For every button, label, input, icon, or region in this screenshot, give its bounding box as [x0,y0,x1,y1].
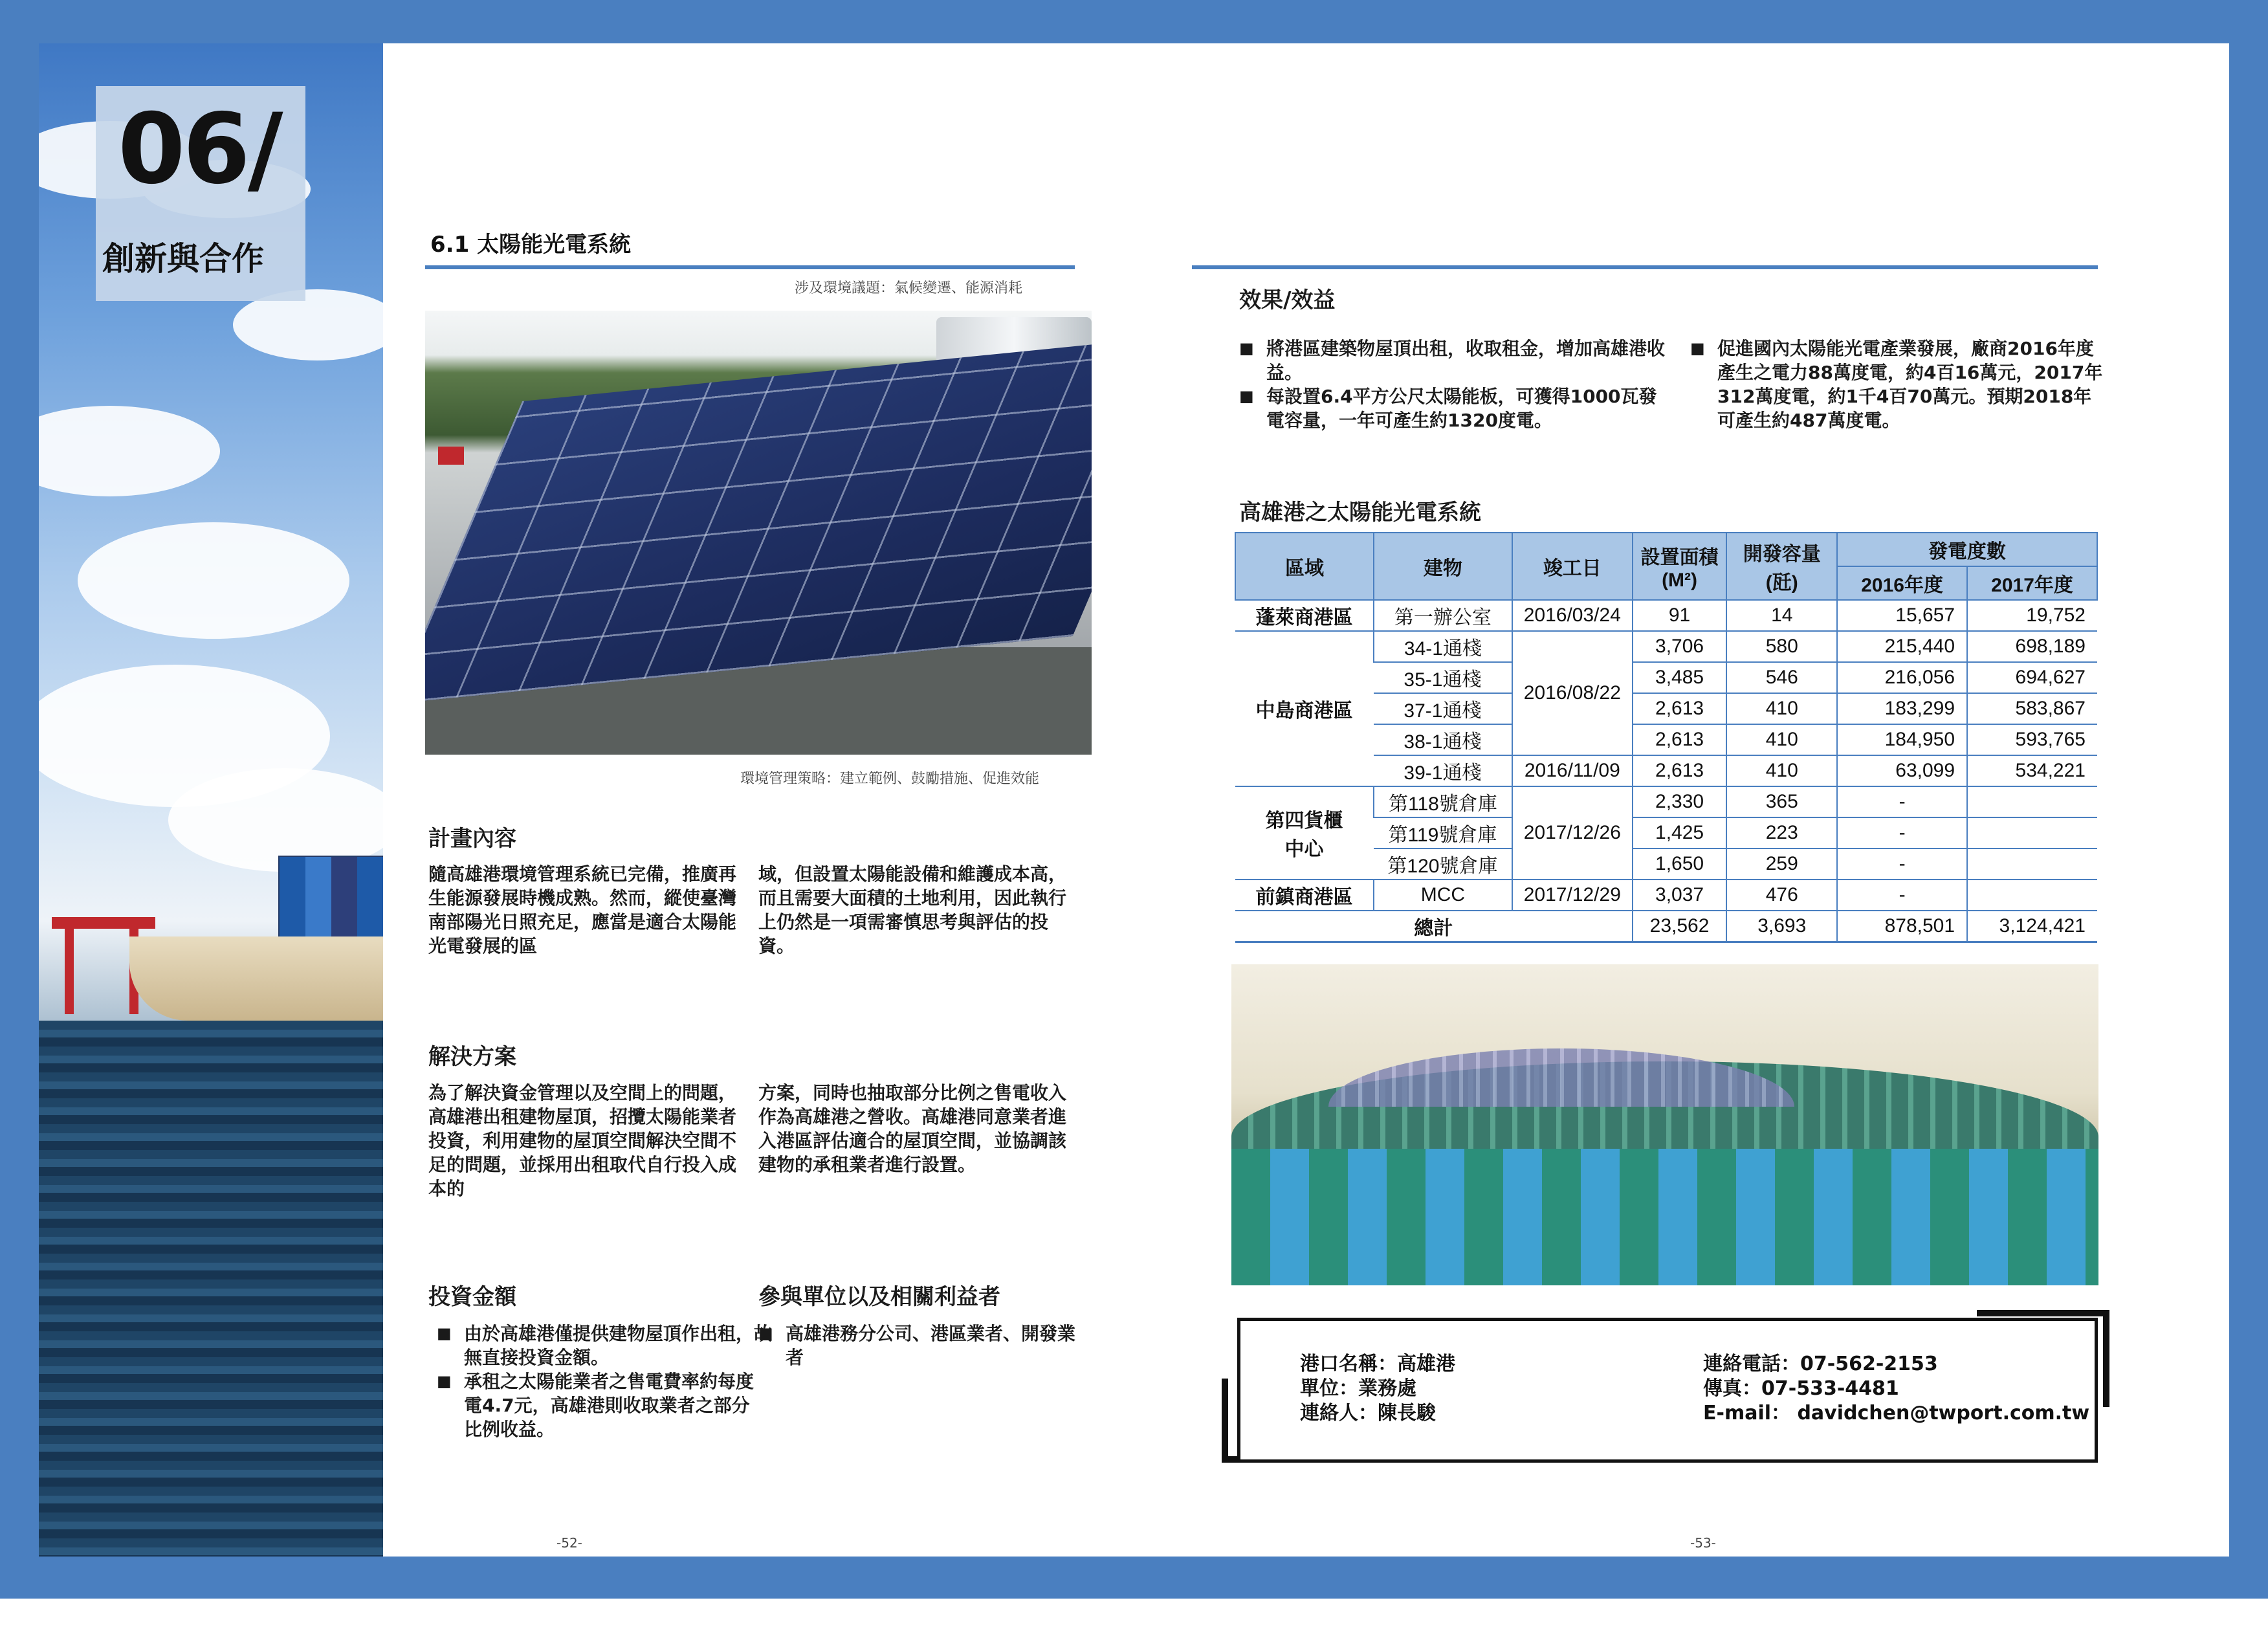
plan-text-col1: 隨高雄港環境管理系統已完備，推廣再生能源發展時機成熟。然而，縱使臺灣南部陽光日照充足，應當是適合太陽能光電發展的區 [428,863,737,957]
page-number-right: -53- [1690,1535,1716,1551]
page-number-left: -52- [556,1535,582,1551]
frame-top [0,0,2268,43]
effects-bullet-2: ■ 每設置6.4平方公尺太陽能板，可獲得1000瓦發電容量，一年可產生約1320度電。 [1239,384,1668,432]
chapter-number: 06/ [118,93,281,206]
contact-fax: 傳真：07-533-4481 [1703,1377,1899,1400]
contact-unit: 單位：業務處 [1300,1377,1416,1400]
th-2017: 2017年度 [1967,566,2097,600]
th-2016: 2016年度 [1837,566,1967,600]
rooftop-solar-photo [425,311,1092,755]
table-row: 第119號倉庫 1,425 223 - [1235,817,2097,848]
frame-right [2229,0,2268,1599]
contact-phone: 連絡電話：07-562-2153 [1703,1353,1938,1375]
container-stack [278,856,383,942]
solar-system-table [1235,532,2098,943]
table-row: 蓬萊商港區 第一辦公室 2016/03/24 91 14 15,657 19,752 [1235,600,2097,631]
table-row: 35-1通棧 3,485 546 216,056 694,627 [1235,662,2097,693]
sea-water [39,1021,383,1557]
table-row: 39-1通棧 2016/11/09 2,613 410 63,099 534,221 [1235,755,2097,786]
table-row: 中島商港區 34-1通棧 2016/08/22 3,706 580 215,440 698,189 [1235,631,2097,662]
table-row: 37-1通棧 2,613 410 183,299 583,867 [1235,693,2097,724]
right-top-rule [1192,265,2098,269]
contact-port-name: 港口名稱：高雄港 [1300,1353,1455,1375]
env-strategy-note: 環境管理策略：建立範例、鼓勵措施、促進效能 [740,771,1040,787]
investment-bullet-2: ■ 承租之太陽能業者之售電費率約每度電4.7元，高雄港則收取業者之部分比例收益。 [437,1369,755,1441]
warehouse-solar-photo [1231,964,2098,1285]
chapter-title: 創新與合作 [102,240,264,278]
frame-left [0,0,39,1599]
effects-heading: 效果/效益 [1239,287,1336,313]
plan-text-col2: 域，但設置太陽能設備和維護成本高，而且需要大面積的土地利用，因此執行上仍然是一項需審慎思考與評估的投資。 [758,863,1067,957]
frame-bottom [0,1557,2268,1599]
table-row: 38-1通棧 2,613 410 184,950 593,765 [1235,724,2097,755]
stakeholders-bullet-1: ■ 高雄港務分公司、港區業者、開發業者 [758,1322,1090,1369]
section-rule [425,265,1075,269]
investment-heading: 投資金額 [428,1284,516,1310]
section-title: 6.1 太陽能光電系統 [430,232,632,258]
table-total-row: 總計 23,562 3,693 878,501 3,124,421 [1235,911,2097,942]
flag-icon [438,447,464,465]
th-completion: 竣工日 [1512,533,1633,600]
contact-email[interactable]: E-mail： davidchen@twport.com.tw [1703,1402,2090,1424]
th-region: 區域 [1235,533,1374,600]
contact-person: 連絡人：陳長駿 [1300,1402,1436,1424]
effects-bullet-1: ■ 將港區建築物屋頂出租，收取租金，增加高雄港收益。 [1239,337,1668,384]
contact-box [1237,1318,2098,1463]
plan-heading: 計畫內容 [428,826,516,852]
effects-bullet-3: ■ 促進國內太陽能光電產業發展，廠商2016年度產生之電力88萬度電，約4百16萬元，2017年312萬度電，約1千4百70萬元。預期2018年可產生約487萬度電。 [1690,337,2106,432]
table-row: 第四貨櫃 中心 第118號倉庫 2017/12/26 2,330 365 - [1235,786,2097,817]
chapter-box [96,86,305,301]
investment-bullet-1: ■ 由於高雄港僅提供建物屋頂作出租，故無直接投資金額。 [437,1322,775,1369]
th-area: 設置面積 (M²) [1633,533,1727,600]
th-generation: 發電度數 [1837,533,2097,566]
th-capacity: 開發容量 (瓩) [1726,533,1837,600]
solution-text-col1: 為了解決資金管理以及空間上的問題，高雄港出租建物屋頂，招攬太陽能業者投資，利用建物的屋頂空間解決空間不足的問題，並採用出租取代自行投入成本的 [428,1082,737,1199]
solution-heading: 解決方案 [428,1044,516,1070]
table-row: 第120號倉庫 1,650 259 - [1235,848,2097,880]
env-issue-note: 涉及環境議題：氣候變遷、能源消耗 [795,280,1023,296]
table-row: 前鎮商港區 MCC 2017/12/29 3,037 476 - [1235,880,2097,911]
cargo-ship [129,936,383,1021]
solution-text-col2: 方案，同時也抽取部分比例之售電收入作為高雄港之營收。高雄港同意業者進入港區評估適合的屋頂空間，並協調該建物的承租業者進行設置。 [758,1082,1067,1175]
stakeholders-heading: 參與單位以及相關利益者 [758,1284,1000,1310]
table-title: 高雄港之太陽能光電系統 [1239,500,1481,526]
th-building: 建物 [1374,533,1512,600]
